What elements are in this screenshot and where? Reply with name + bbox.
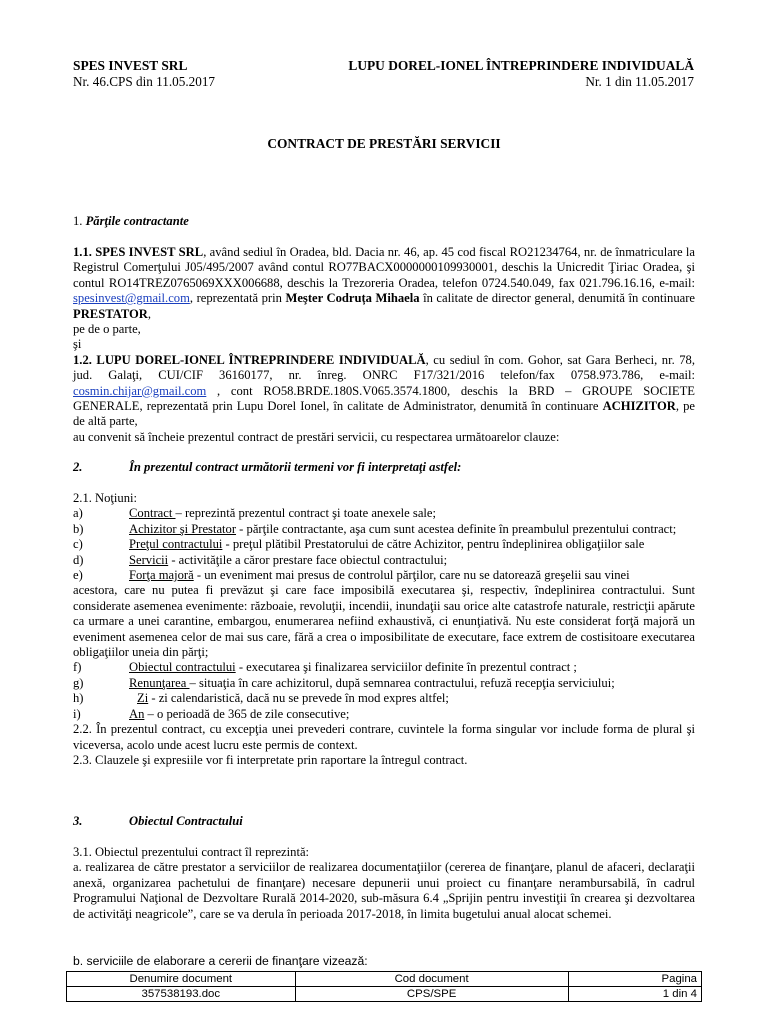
definition-f-label: f) xyxy=(73,660,82,675)
definition-e-text: - un eveniment mai presus de controlul părţilor, care nu se datorează greşelii sau vinei xyxy=(193,568,630,583)
definition-c xyxy=(73,537,695,552)
party-1-paragraph xyxy=(73,245,695,445)
footer-doc-name-header: Denumire document xyxy=(67,972,296,987)
definition-e xyxy=(73,568,695,583)
footer-doc-name-value: 357538193.doc xyxy=(67,987,296,1002)
notions-label: 2.1. Noţiuni: xyxy=(73,491,138,505)
party-1-details: , având sediul în Oradea, bld. Dacia nr. 46, ap. 45 cod fiscal RO21234764, nr. de înmatriculare la Registrul Comerţului J05/495/2007 având contul RO77BACX0000000109930001, deschis la Unicredit Ţiriac Oradea, şi contul RO14TREZ0765069XXX006688, deschis la Trezoreria Oradea, telefon 0724.540.049, fax 021.796.16.16, e-mail: xyxy=(73,245,695,290)
definition-a-label: a) xyxy=(73,506,83,521)
party-1-details-2: , reprezentată prin xyxy=(189,291,286,306)
force-majeure-continuation: acestora, care nu putea fi prevăzut şi care face imposibilă executarea şi, respectiv, îndeplinirea contractului. Sunt considerate asemenea evenimente: războaie, revoluţii, incendii, inundaţii sau orice alte catastrofe naturale, restricţii apărute ca urmare a unei carantine, embargou, enumerarea nefiind exhaustivă, ci enunţiativă. Nu este considerat forţă majoră un eveniment asemenea celor de mai sus care, fără a crea o imposibilitate de executare, face extrem de costisitoare executarea obligaţiilor uneia din părţi; xyxy=(73,583,695,660)
client-email-link[interactable]: cosmin.chijar@gmail.com xyxy=(73,383,207,398)
definition-d-label: d) xyxy=(73,552,84,567)
definition-c-text: - preţul plătibil Prestatorului de către Achizitor, pentru îndeplinirea obligaţiilor sale xyxy=(222,537,645,552)
definition-g xyxy=(73,676,695,691)
definition-e-label: e) xyxy=(73,568,83,583)
section-3-heading xyxy=(73,814,695,829)
section-1-number: 1. xyxy=(73,214,83,228)
definition-d-text: - activităţile a căror prestare face obiectul contractului; xyxy=(168,552,448,567)
section-1-title: Părţile contractante xyxy=(85,214,189,228)
footer-doc-code-header: Cod document xyxy=(295,972,568,987)
section-2-number: 2. xyxy=(73,460,83,474)
clause-3-1-b: b. serviciile de elaborare a cererii de finanţare vizează: xyxy=(73,954,368,968)
section-2-heading xyxy=(73,460,695,475)
definition-d xyxy=(73,553,695,568)
section-1-heading xyxy=(73,214,695,229)
definition-h-term: Zi xyxy=(137,691,149,706)
definition-g-text: – situaţia în care achizitorul, după semnarea contractului, refuză recepţia serviciului; xyxy=(189,675,615,690)
definition-i-label: i) xyxy=(73,706,81,721)
header-left xyxy=(73,58,215,90)
definition-e-term: Forţa majoră xyxy=(129,568,194,583)
and-text: şi xyxy=(73,337,82,352)
definition-i xyxy=(73,707,695,722)
party-2-label: 1.2. LUPU DOREL-IONEL ÎNTREPRINDERE INDIVIDUALĂ xyxy=(73,352,426,367)
section-2-body xyxy=(73,491,695,768)
definition-i-text: – o perioadă de 365 de zile consecutive; xyxy=(144,706,350,721)
section-3-body xyxy=(73,845,695,922)
definition-b-text: - părţile contractante, aşa cum sunt acestea definite în preambulul prezentului contract; xyxy=(236,521,677,536)
definition-b xyxy=(73,522,695,537)
document-title: CONTRACT DE PRESTĂRI SERVICII xyxy=(267,136,501,151)
definition-c-label: c) xyxy=(73,537,83,552)
definition-h-label: h) xyxy=(73,691,84,706)
footer-page-value: 1 din 4 xyxy=(568,987,701,1002)
agreed-text: au convenit să încheie prezentul contract de prestări servicii, cu respectarea următoarelor clauze: xyxy=(73,429,560,444)
definition-g-label: g) xyxy=(73,675,84,690)
section-2-title: În prezentul contract următorii termeni vor fi interpretaţi astfel: xyxy=(129,460,462,474)
provider-email-link[interactable]: spesinvest@gmail.com xyxy=(73,291,190,306)
footer-header-row xyxy=(67,972,702,987)
clause-2-3: 2.3. Clauzele şi expresiile vor fi interpretate prin raportare la întregul contract. xyxy=(73,752,468,767)
provider-representative: Meşter Codruța Mihaela xyxy=(285,291,420,306)
provider-company-name: SPES INVEST SRL xyxy=(73,58,188,73)
party-1-label: 1.1. SPES INVEST SRL xyxy=(73,245,204,259)
party-2-details-2: , cont RO58.BRDE.180S.V065.3574.1800, deschis la BRD – GROUPE SOCIETE GENERALE, reprezentată prin Lupu Dorel Ionel, în calitate de Administrator, denumită în continuare xyxy=(73,383,695,414)
definition-a xyxy=(73,506,695,521)
definition-a-text: – reprezintă prezentul contract şi toate anexele sale; xyxy=(175,506,436,521)
section-3-title: Obiectul Contractului xyxy=(129,814,243,828)
party-2-details: , cu sediul în com. Gohor, sat Gara Berheci, nr. 78, jud. Galaţi, CUI/CIF 36160177, nr. înreg. ONRC F17/321/2016 telefon/fax 0758.973.786, e-mail: xyxy=(73,352,695,383)
definition-d-term: Servicii xyxy=(129,552,169,567)
clause-2-2: 2.2. În prezentul contract, cu excepţia unei prevederi contrare, cuvintele la forma singular vor include forma de plural şi viceversa, acolo unde acest lucru este permis de context. xyxy=(73,722,695,752)
definition-f xyxy=(73,660,695,675)
definition-c-term: Preţul contractului xyxy=(129,537,223,552)
footer-table xyxy=(66,971,702,1002)
definition-f-text: - executarea şi finalizarea serviciilor definite în prezentul contract ; xyxy=(235,660,577,675)
definition-b-label: b) xyxy=(73,521,84,536)
definition-a-term: Contract xyxy=(129,506,176,521)
definition-g-term: Renunţarea xyxy=(129,675,190,690)
definition-b-term: Achizitor şi Prestator xyxy=(129,521,237,536)
header-right xyxy=(348,58,694,90)
footer-doc-code-value: CPS/SPE xyxy=(295,987,568,1002)
client-contract-number: Nr. 1 din 11.05.2017 xyxy=(585,74,694,89)
party-1-details-3: în calitate de director general, denumită în continuare xyxy=(419,291,696,306)
definition-f-term: Obiectul contractului xyxy=(129,660,236,675)
clause-3-1-a: a. realizarea de către prestator a serviciilor de realizarea documentaţiilor (cererea de finanţare, planul de afaceri, declaraţii anexă, organizarea pachetului de finanţare) necesare depunerii unui proiect cu finanţare nerambursabilă, în cadrul Programului Naţional de Dezvoltare Rurală 2014-2020, sub-măsura 6.4 „Sprijin pentru investiţii în crearea şi dezvoltarea de activităţi neagricole”, care se va derula în perioada 2017-2018, în limita bugetului anual alocat schemei. xyxy=(73,860,695,921)
definition-i-term: An xyxy=(129,706,145,721)
part-one-text: pe de o parte, xyxy=(73,322,141,337)
client-role: ACHIZITOR xyxy=(602,399,676,414)
provider-role: PRESTATOR xyxy=(73,306,148,321)
definition-h-text: - zi calendaristică, dacă nu se prevede în mod expres altfel; xyxy=(148,691,449,706)
party-1-end: , xyxy=(147,306,152,321)
provider-contract-number: Nr. 46.CPS din 11.05.2017 xyxy=(73,74,216,89)
footer-page-header: Pagina xyxy=(568,972,701,987)
section-3-number: 3. xyxy=(73,814,83,828)
footer-value-row xyxy=(67,987,702,1002)
definition-h xyxy=(73,691,695,706)
clause-3-1-b-block xyxy=(73,954,695,969)
client-company-name: LUPU DOREL-IONEL ÎNTREPRINDERE INDIVIDUALĂ xyxy=(348,58,694,73)
party-2-end: , pe de altă parte, xyxy=(73,399,695,429)
clause-3-1: 3.1. Obiectul prezentului contract îl reprezintă: xyxy=(73,845,310,859)
section-1 xyxy=(73,214,695,229)
